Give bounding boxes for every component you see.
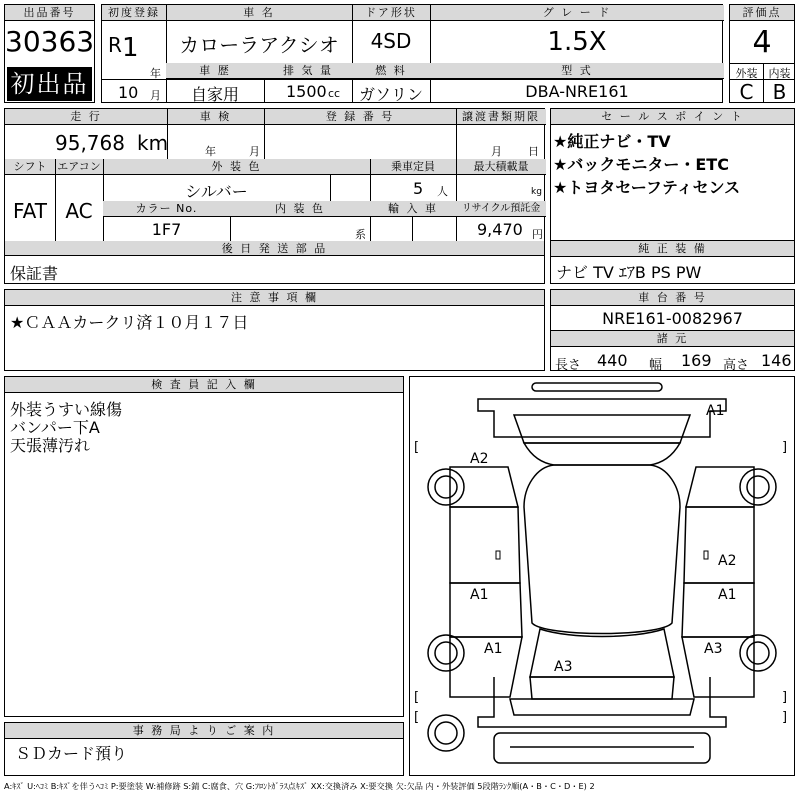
car-diagram [410, 377, 794, 775]
mark-a2-right-door: A2 [718, 553, 737, 569]
ac-label: エアコン [55, 159, 103, 175]
fuel: ガソリン [358, 85, 423, 104]
ext-color-label: 外 装 色 [103, 159, 370, 175]
capacity-label: 乗車定員 [370, 159, 456, 175]
color-no: 1F7 [151, 220, 182, 239]
car-name-label: 車 名 [166, 5, 352, 21]
int-color-unit: 系 [355, 228, 366, 241]
mark-a3-right-front: A3 [704, 641, 723, 657]
mileage-unit: km [137, 131, 169, 155]
top-bumper [532, 383, 662, 391]
car-name: カローラアクシオ [179, 33, 339, 57]
inspection-month-unit: 月 [249, 145, 260, 158]
sales-points-label: セ ー ル ス ポ イ ン ト [551, 109, 794, 125]
legend-footer: A:ｷｽﾞ U:ﾍｺﾐ B:ｷｽﾞを伴うﾍｺﾐ P:要塗装 W:補修跡 S:錆 C:腐食、穴 G:ﾌﾛﾝﾄｶﾞﾗｽ点ｷｽﾞ XX:交換済み X:要交換 欠:欠品 内・外装評価 5段階ﾗﾝｸ順(A・B・C・D・E) 2 [4, 781, 595, 791]
left-rear-fender [450, 467, 518, 507]
left-front-wheel [435, 642, 457, 664]
office-box [4, 722, 404, 776]
later-parts-box [4, 255, 545, 284]
front-section [478, 677, 726, 727]
left-rear-tire [428, 469, 464, 505]
later-parts: 保証書 [10, 264, 59, 283]
mark-a1-right-door: A1 [718, 587, 737, 603]
trunk [514, 415, 690, 443]
mileage-label: 走 行 [5, 109, 167, 125]
recycle-fee: 9,470 [477, 220, 523, 239]
inspector-line-3: 天張薄汚れ [10, 436, 91, 455]
max-load-label: 最大積載量 [456, 159, 546, 175]
history-label: 車 歴 [166, 63, 264, 79]
right-rear-tire [740, 469, 776, 505]
inspection-year-unit: 年 [205, 145, 216, 158]
right-rear-fender [686, 467, 754, 507]
door-label: ドア形状 [352, 5, 430, 21]
chassis-box [550, 289, 795, 371]
bracket-4: ] [782, 690, 788, 705]
lot-number-box [4, 4, 95, 103]
int-color-label: 内 装 色 [230, 201, 370, 217]
era: R [108, 33, 122, 57]
model-code: DBA-NRE161 [525, 82, 629, 101]
score-box [729, 4, 795, 103]
length: 440 [597, 351, 628, 370]
recycle-label: リサイクル預託金 [456, 201, 546, 217]
inspector-line-2: バンパー下A [10, 418, 100, 437]
interior-label: 内装 [768, 67, 791, 80]
grade: 1.5X [547, 27, 607, 57]
score-label: 評価点 [730, 5, 794, 21]
model-label: 型 式 [430, 63, 724, 79]
notes-box [4, 289, 545, 371]
mark-a1-left-door: A1 [470, 587, 489, 603]
dims-label: 諸 元 [551, 330, 794, 347]
year-unit: 年 [150, 67, 161, 80]
reg-no-label: 登 録 番 号 [264, 109, 456, 125]
left-front-tire [428, 635, 464, 671]
shift-label: シフト [5, 159, 55, 175]
recycle-unit: 円 [532, 228, 543, 241]
bracket-1: [ [414, 440, 420, 455]
genuine-equipment-box [550, 240, 795, 284]
mark-a3-front: A3 [554, 659, 573, 675]
hood [530, 677, 674, 699]
ac: AC [65, 199, 93, 223]
genuine-equipment-label: 純 正 装 備 [551, 241, 794, 257]
spare-wheel [435, 722, 457, 744]
bracket-5: [ [414, 710, 420, 725]
reg-year: 1 [122, 33, 139, 63]
exterior-score: C [739, 80, 754, 104]
right-rear-door [684, 507, 754, 583]
length-label: 長さ [555, 358, 582, 373]
office-note: ＳＤカード預り [15, 744, 128, 763]
inspection-label: 車 検 [167, 109, 264, 125]
bracket-3: [ [414, 690, 420, 705]
inspector-box [4, 376, 404, 717]
displacement: 1500 [286, 82, 327, 101]
chassis-number: NRE161-0082967 [602, 309, 743, 328]
first-reg-label: 初度登録 [102, 5, 166, 21]
spare-tire [428, 715, 464, 751]
sales-point-3: ★トヨタセーフティセンス [553, 178, 741, 197]
inspector-line-1: 外装うすい線傷 [10, 400, 123, 419]
left-rear-wheel [435, 476, 457, 498]
genuine-equipment: ナビ TV ｴｱB PS PW [556, 263, 702, 282]
windshield [530, 629, 674, 677]
max-load-unit: kg [531, 187, 542, 197]
mileage: 95,768 [55, 131, 125, 155]
transfer-month-unit: 月 [491, 145, 502, 158]
shift: FAT [12, 199, 47, 223]
sales-point-1: ★純正ナビ・TV [553, 132, 671, 151]
reg-month: 10 [118, 83, 139, 102]
car-diagram-box [409, 376, 795, 776]
later-parts-label: 後 日 発 送 部 品 [5, 241, 544, 256]
rear-glass [524, 443, 680, 465]
grade-label: グ レ ー ド [430, 5, 724, 21]
mark-a1-left-front: A1 [484, 641, 503, 657]
ext-color: シルバー [185, 182, 248, 201]
width: 169 [681, 351, 712, 370]
vehicle-detail-table [4, 108, 545, 256]
first-listing-badge: 初出品 [7, 67, 92, 101]
color-no-label: カラー No. [103, 201, 230, 217]
bracket-2: ] [782, 440, 788, 455]
import-label: 輸 入 車 [370, 201, 456, 217]
main-info-table [101, 4, 723, 103]
fuel-label: 燃 料 [352, 63, 430, 79]
right-front-wheel [747, 642, 769, 664]
capacity-unit: 人 [437, 185, 448, 198]
height-label: 高さ [723, 358, 750, 373]
office-label: 事 務 局 よ り ご 案 内 [5, 723, 403, 739]
lot-number-label: 出品番号 [5, 5, 94, 21]
right-rear-wheel [747, 476, 769, 498]
history: 自家用 [190, 85, 239, 104]
sales-point-2: ★バックモニター・ETC [553, 155, 729, 174]
lot-number: 30363 [5, 25, 95, 58]
bracket-6: ] [782, 710, 788, 725]
exterior-label: 外装 [735, 67, 758, 80]
mark-a1-rear: A1 [706, 403, 725, 419]
sales-points-box [550, 108, 795, 241]
capacity: 5 [413, 179, 424, 198]
month-unit: 月 [150, 89, 161, 102]
mark-a2-left-rear: A2 [470, 451, 489, 467]
height: 146 [761, 351, 792, 370]
width-label: 幅 [649, 358, 663, 373]
transfer-label: 譲渡書類期限 [456, 109, 546, 125]
overall-score: 4 [752, 25, 772, 60]
bottom-bumper [494, 733, 710, 763]
roof [524, 465, 680, 634]
transfer-day-unit: 日 [528, 145, 539, 158]
displacement-label: 排 気 量 [264, 63, 352, 79]
door-type: 4SD [370, 29, 412, 53]
inspector-label: 検 査 員 記 入 欄 [5, 377, 403, 393]
right-front-tire [740, 635, 776, 671]
displacement-unit: cc [328, 87, 341, 100]
interior-score: B [772, 80, 787, 104]
notes: ★ＣＡＡカークリ済１０月１７日 [10, 313, 249, 332]
chassis-label: 車 台 番 号 [551, 290, 794, 306]
notes-label: 注 意 事 項 欄 [5, 290, 544, 306]
front-bumper [510, 699, 694, 715]
left-rear-door [450, 507, 520, 583]
